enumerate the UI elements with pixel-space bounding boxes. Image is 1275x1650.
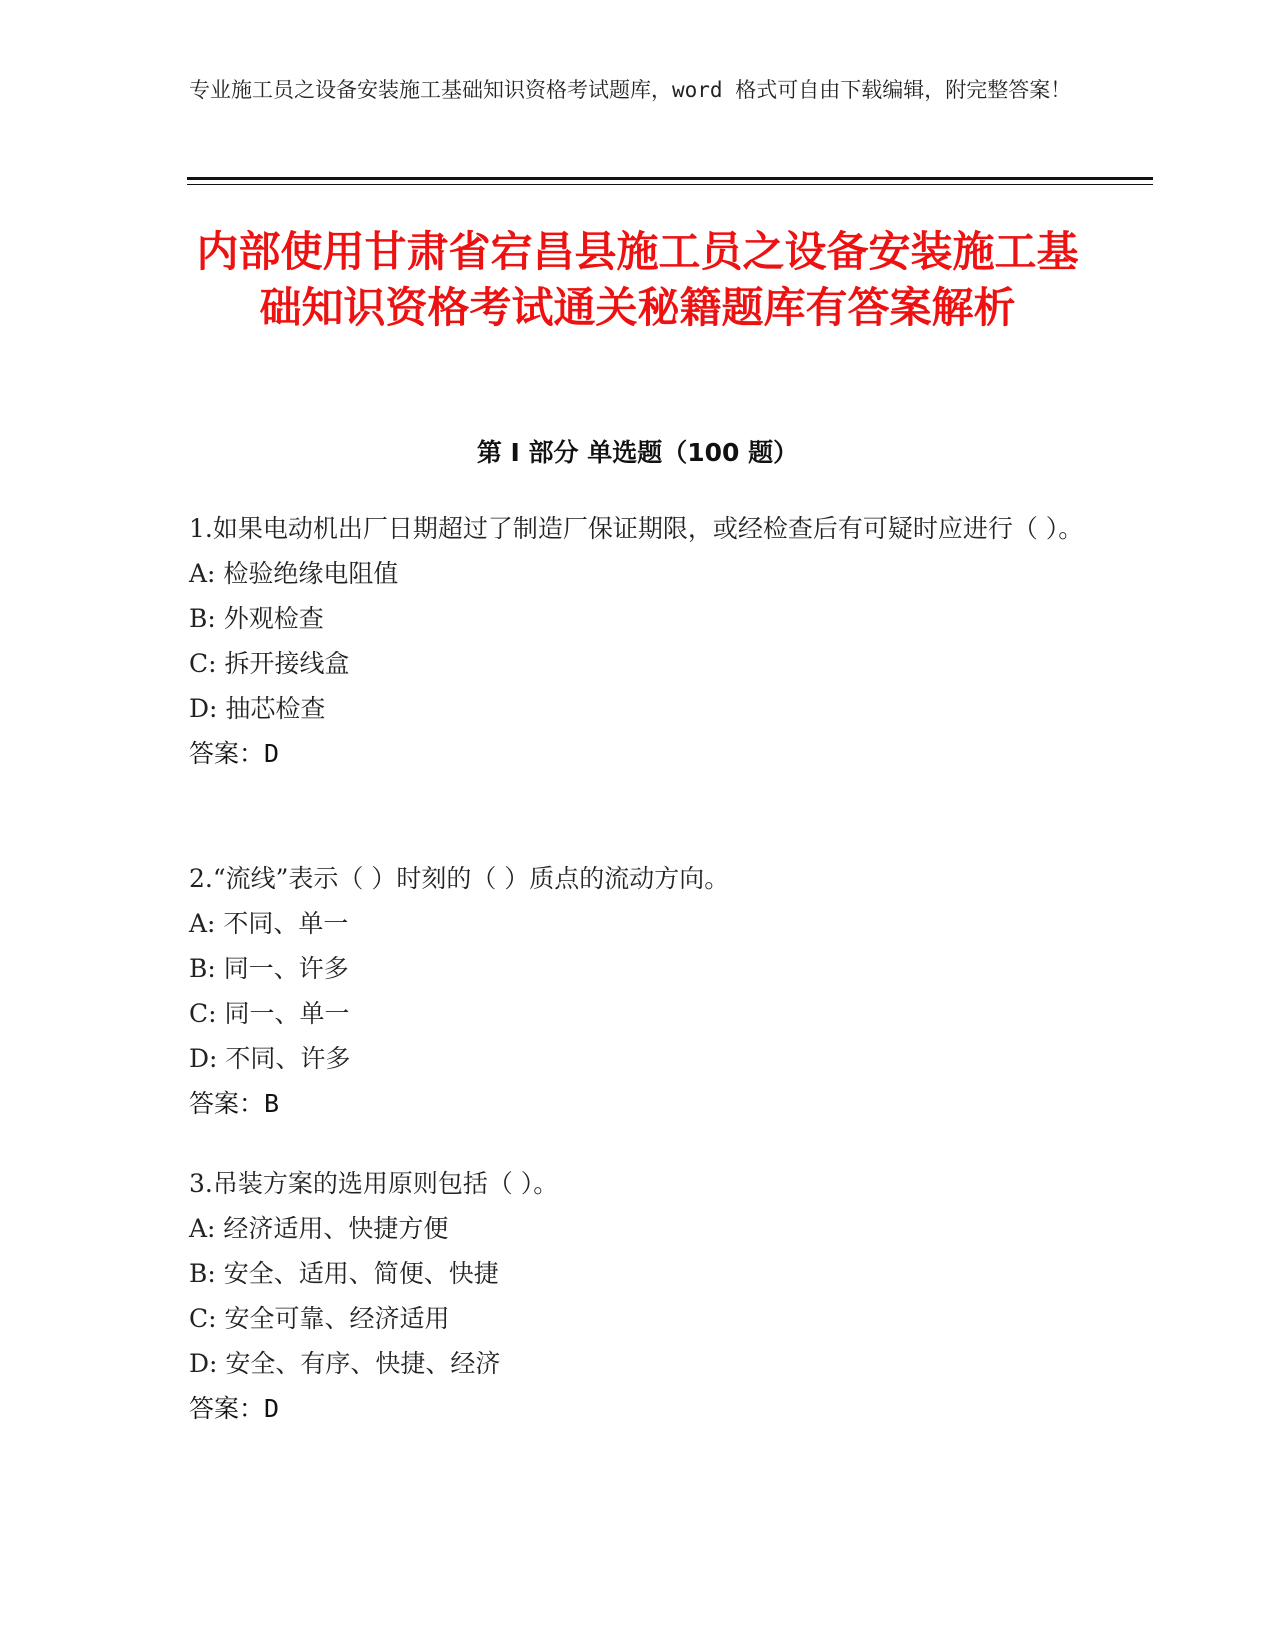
option-d: D: 安全、有序、快捷、经济	[189, 1349, 501, 1378]
answer-line	[189, 731, 1089, 776]
option-c: C: 拆开接线盒	[189, 649, 350, 678]
header-note: 专业施工员之设备安装施工基础知识资格考试题库，word 格式可自由下载编辑，附完整答案！	[189, 78, 1072, 102]
document-title: 内部使用甘肃省宕昌县施工员之设备安装施工基础知识资格考试通关秘籍题库有答案解析	[196, 227, 1079, 332]
answer-label: 答案：	[189, 1394, 265, 1423]
answer-value: D	[264, 1394, 280, 1423]
answer-value: D	[264, 739, 280, 768]
answer-line	[189, 1386, 1089, 1431]
section-title: 第 I 部分 单选题（100 题）	[476, 438, 799, 467]
question-stem: 2.“流线”表示（ ）时刻的（ ）质点的流动方向。	[189, 864, 730, 893]
option-c: C: 同一、单一	[189, 999, 350, 1028]
option-c: C: 安全可靠、经济适用	[189, 1304, 450, 1333]
header-divider-thin	[187, 184, 1153, 185]
answer-value: B	[264, 1089, 280, 1118]
answer-label: 答案：	[189, 1089, 265, 1118]
answer-label: 答案：	[189, 739, 265, 768]
option-b: B: 外观检查	[189, 604, 324, 633]
question-stem: 3.吊装方案的选用原则包括（ ）。	[189, 1169, 559, 1198]
question-1	[189, 506, 1089, 776]
option-b: B: 同一、许多	[189, 954, 349, 983]
option-d: D: 抽芯检查	[189, 694, 326, 723]
option-b: B: 安全、适用、简便、快捷	[189, 1259, 499, 1288]
option-a: A: 经济适用、快捷方便	[189, 1214, 449, 1243]
answer-line	[189, 1081, 1089, 1126]
question-3	[189, 1161, 1089, 1431]
option-a: A: 不同、单一	[189, 909, 349, 938]
question-stem: 1.如果电动机出厂日期超过了制造厂保证期限，或经检查后有可疑时应进行（ ）。	[189, 514, 1084, 543]
option-d: D: 不同、许多	[189, 1044, 351, 1073]
option-a: A: 检验绝缘电阻值	[189, 559, 399, 588]
question-2	[189, 856, 1089, 1126]
header-divider-thick	[187, 177, 1153, 180]
